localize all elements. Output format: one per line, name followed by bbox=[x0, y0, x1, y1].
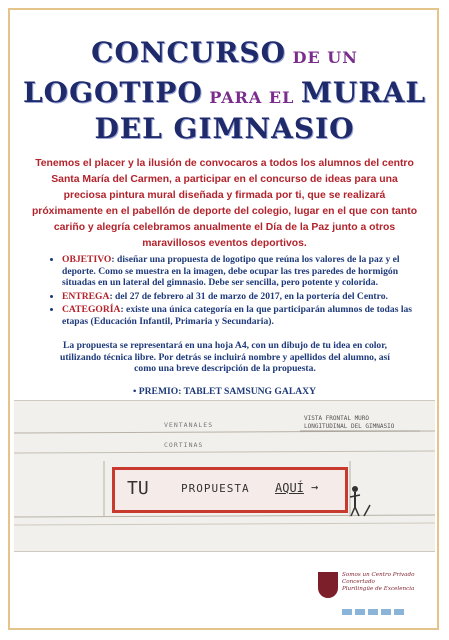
wall-sketch bbox=[14, 400, 435, 552]
rule-key: OBJETIVO bbox=[62, 254, 112, 265]
proposal-word-propuesta: PROPUESTA bbox=[181, 482, 250, 495]
partner-logo-icon bbox=[368, 609, 378, 615]
proposal-area bbox=[112, 467, 348, 513]
partner-logo-icon bbox=[394, 609, 404, 615]
title-word-logotipo: LOGOTIPO bbox=[22, 76, 203, 109]
rule-key: ENTREGA bbox=[62, 290, 110, 302]
title-word-gimnasio: DEL GIMNASIO bbox=[94, 112, 355, 145]
partner-logos bbox=[342, 602, 432, 610]
rule-categoria bbox=[62, 304, 432, 327]
title-word-para-el: PARA EL bbox=[209, 88, 295, 107]
title-word-mural: MURAL bbox=[300, 76, 427, 109]
sketch-caption: VISTA FRONTAL MURO LONGITUDINAL DEL GIMNASIO bbox=[304, 415, 395, 430]
partner-logo-icon bbox=[381, 609, 391, 615]
format-paragraph: La propuesta se representará en una hoja A4, con un dibujo de tu idea en color, utilizando técnica libre. Por detrás se incluirá nombre y apellidos del alumno, así como una breve descripción de la propuesta. bbox=[60, 340, 390, 375]
title-word-de-un: DE UN bbox=[292, 48, 358, 67]
title-line-2 bbox=[0, 76, 449, 109]
partner-logo-icon bbox=[342, 609, 352, 615]
title-word-concurso: CONCURSO bbox=[91, 36, 287, 69]
title-line-1 bbox=[0, 36, 449, 69]
rule-objetivo bbox=[62, 254, 432, 289]
tagline-line-2: Plurilingüe de Excelencia bbox=[342, 586, 415, 592]
rule-entrega bbox=[62, 291, 432, 303]
rule-text: : existe una única categoría en la que participarán alumnos de todas las etapas (Educación Infantil, Primaria y Secundaria). bbox=[62, 304, 413, 327]
rule-text: : diseñar una propuesta de logotipo que reúna los valores de la paz y el deporte. Como se muestra en la imagen, debe ocupar las tres paredes de hormigón situadas en un lateral del gimnasio. Debe ser sencilla, pero potente y colorida. bbox=[62, 254, 400, 289]
sketch-label-cortinas: CORTINAS bbox=[164, 441, 204, 449]
intro-paragraph: Tenemos el placer y la ilusión de convocaros a todos los alumnos del centro Santa María del Carmen, a participar en el concurso de ideas para una preciosa pintura mural diseñada y firmada por ti, que se realizará próximamente en el pabellón de deporte del colegio, lugar en el que con tanto cariño y alegría celebramos anualmente el Día de la Paz junto a otros maravillosos eventos deportivos. bbox=[31, 158, 418, 249]
school-shield-icon bbox=[318, 572, 338, 598]
title-line-3 bbox=[0, 112, 449, 145]
partner-logo-icon bbox=[355, 609, 365, 615]
proposal-word-tu: TU bbox=[127, 478, 149, 499]
proposal-word-aqui: AQUÍ bbox=[275, 481, 304, 495]
rules-list bbox=[46, 254, 432, 330]
arrow-icon: → bbox=[311, 480, 319, 494]
tagline-line-1: Somos un Centro Privado Concertado bbox=[342, 572, 415, 585]
sketch-label-ventanales: VENTANALES bbox=[164, 421, 214, 429]
rule-key: CATEGORÍA bbox=[62, 304, 121, 316]
school-tagline bbox=[342, 572, 434, 593]
prize-line: • PREMIO: TABLET SAMSUNG GALAXY bbox=[133, 386, 316, 397]
rule-text: : del 27 de febrero al 31 de marzo de 2017, en la portería del Centro. bbox=[109, 290, 388, 302]
